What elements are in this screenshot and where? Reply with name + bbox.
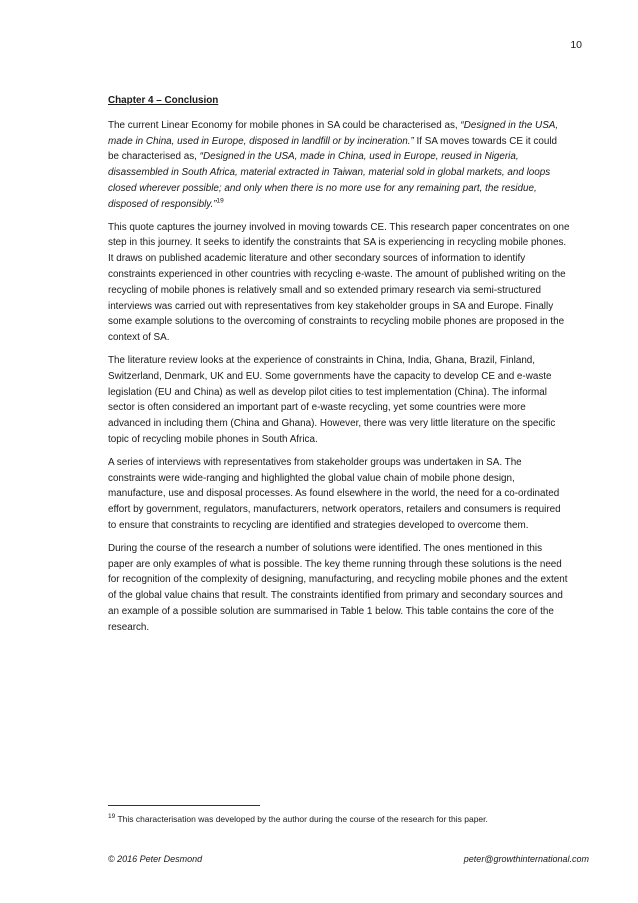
paragraph-1-text-b: If SA moves towards CE it could be characterised as, — [108, 135, 558, 163]
footnote — [108, 813, 578, 825]
footnote-reference: 19 — [216, 197, 224, 205]
paragraph-5: During the course of the research a number of solutions were identified. The ones mentioned in this paper are only examples of what is possible. The key theme running through these solutions is the need for recognition of the complexity of designing, manufacturing, and recycling mobile phones and the extent of the global value chains that result. The constraints identified from primary and secondary sources and an example of a possible solution are summarised in Table 1 below. This table contains the core of the research. — [108, 542, 568, 633]
paragraph-1-text-a: The current Linear Economy for mobile phones in SA could be characterised as, — [108, 119, 461, 131]
footnote-number: 19 — [108, 813, 116, 821]
footnote-text: This characterisation was developed by the author during the course of the research for this paper. — [115, 814, 488, 824]
footnote-divider — [108, 805, 260, 806]
quote-circular-economy: “Designed in the USA, made in China, used in Europe, reused in Nigeria, disassembled in South Africa, material extracted in Taiwan, material sold in global markets, and loops closed wherever possible; and only when there is no more use for any remaining part, the residue, disposed of responsibly.” — [108, 151, 551, 210]
paragraph-2: This quote captures the journey involved in moving towards CE. This research paper concentrates on one step in this journey. It seeks to identify the constraints that SA is experiencing in recycling mobile phones. It draws on published academic literature and other secondary sources of information to identify constraints experienced in other countries with recycling e-waste. The amount of published writing on the recycling of mobile phones is relatively small and so extended primary research via semi-structured interviews was carried out with representatives from key stakeholder groups in SA and Europe. Finally some example solutions to the overcoming of constraints to recycling mobile phones are proposed in the context of SA. — [108, 221, 570, 344]
footer-email: peter@growthinternational.com — [463, 854, 589, 864]
page-body — [108, 93, 570, 643]
footer-copyright: © 2016 Peter Desmond — [108, 854, 203, 864]
paragraph-3: The literature review looks at the experience of constraints in China, India, Ghana, Brazil, Finland, Switzerland, Denmark, UK and EU. Some governments have the capacity to develop CE and e-waste legislation (EU and China) as well as develop pilot cities to test implementation (China). The informal sector is often considered an important part of e-waste recycling, yet some countries were more advanced in including them (China and Ghana). However, there was very little literature on the specific topic of recycling mobile phones in South Africa. — [108, 354, 556, 445]
chapter-heading: Chapter 4 – Conclusion — [108, 95, 219, 106]
paragraph-4: A series of interviews with representatives from stakeholder groups was undertaken in SA. The constraints were wide-ranging and highlighted the global value chain of mobile phone design, manufacture, use and disposal processes. As found elsewhere in the world, the need for a co-ordinated effort by government, regulators, manufacturers, network operators, retailers and consumers is required to ensure that constraints to recycling are identified and strategies developed to overcome them. — [108, 456, 561, 531]
quote-linear-economy: “Designed in the USA, made in China, used in Europe, disposed in landfill or by incineration.” — [108, 119, 559, 147]
paragraph-1 — [108, 118, 570, 213]
page-number: 10 — [570, 39, 582, 51]
